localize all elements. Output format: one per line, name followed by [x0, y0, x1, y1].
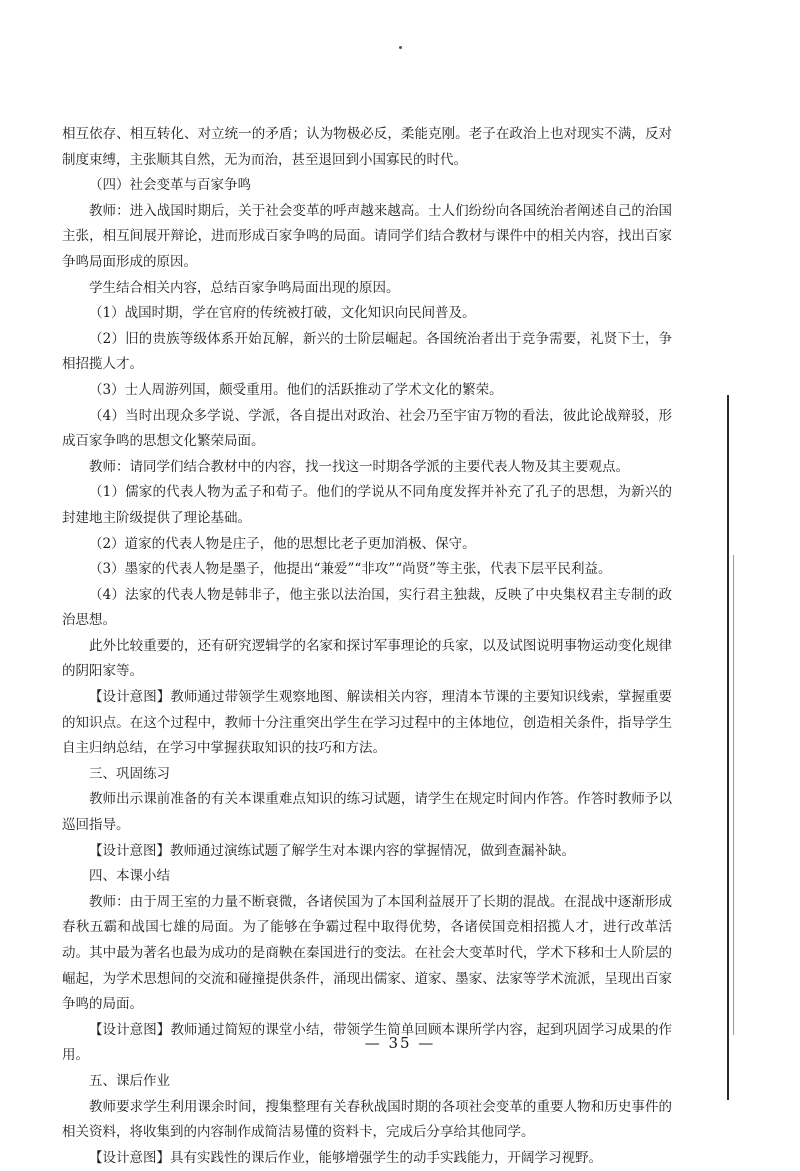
list-item-school-mohist: （3）墨家的代表人物是墨子，他提出“兼爱”“非攻”“尚贤”等主张，代表下层平民利益。 — [89, 561, 612, 578]
paragraph-laozi-continued: 相互依存、相互转化、对立统一的矛盾；认为物极必反，柔能克刚。老子在政治上也对现实不满，反对制度束缚，主张顺其自然，无为而治，甚至退回到小国寡民的时代。 — [62, 126, 672, 168]
paragraph-homework: 教师要求学生利用课余时间，搜集整理有关春秋战国时期的各项社会变革的重要人物和历史事件的相关资料，将收集到的内容制作成简洁易懂的资料卡，完成后分享给其他同学。 — [62, 1098, 672, 1141]
paragraph-other-schools: 此外比较重要的，还有研究逻辑学的名家和探讨军事理论的兵家，以及试图说明事物运动变化规律的阴阳家等。 — [62, 637, 672, 680]
paragraph-teacher-prompt-causes: 教师：进入战国时期后，关于社会变革的呼声越来越高。士人们纷纷向各国统治者阐述自己的治国主张，相互间展开辩论，进而形成百家争鸣的局面。请同学们结合教材与课件中的相关内容，找出百家争鸣局面形成的原因。 — [62, 202, 672, 270]
paragraph-student-summary: 学生结合相关内容，总结百家争鸣局面出现的原因。 — [89, 279, 400, 296]
page-number: — 35 — — [364, 1034, 436, 1052]
list-item-cause-3: （3）士人周游列国，颇受重用。他们的活跃推动了学术文化的繁荣。 — [89, 381, 503, 398]
list-item-school-legalist: （4）法家的代表人物是韩非子，他主张以法治国，实行君主独裁，反映了中央集权君主专制的政治思想。 — [62, 586, 672, 629]
scan-margin-line — [727, 395, 729, 1100]
section-heading-summary: 四、本课小结 — [89, 868, 170, 885]
section-heading-practice: 三、巩固练习 — [89, 765, 170, 782]
design-intent-summary: 【设计意图】教师通过简短的课堂小结，带领学生简单回顾本课所学内容，起到巩固学习成果的作用。 — [62, 1021, 672, 1064]
paragraph-practice: 教师出示课前准备的有关本课重难点知识的练习试题，请学生在规定时间内作答。作答时教师予以巡回指导。 — [62, 791, 672, 834]
section-heading-social-change: （四）社会变革与百家争鸣 — [89, 177, 251, 194]
design-intent-new-lesson: 【设计意图】教师通过带领学生观察地图、解读相关内容，理清本节课的主要知识线索，掌握重要的知识点。在这个过程中，教师十分注重突出学生在学习过程中的主体地位，创造相关条件，指导学生自主归纳总结，在学习中掌握获取知识的技巧和方法。 — [62, 689, 672, 757]
list-item-school-confucian: （1）儒家的代表人物为孟子和荀子。他们的学说从不同角度发挥并补充了孔子的思想，为新兴的封建地主阶级提供了理论基础。 — [62, 484, 672, 526]
paragraph-summary: 教师：由于周王室的力量不断衰微，各诸侯国为了本国利益展开了长期的混战。在混战中逐渐形成春秋五霸和战国七雄的局面。为了能够在争霸过程中取得优势，各诸侯国竞相招揽人才，进行改革活动。其中最为著名也最为成功的是商鞅在秦国进行的变法。在社会大变革时代，学术下移和士人阶层的崛起，为学术思想间的交流和碰撞提供条件，涌现出儒家、道家、墨家、法家等学术流派，呈现出百家争鸣的局面。 — [62, 893, 672, 1013]
list-item-school-daoist: （2）道家的代表人物是庄子，他的思想比老子更加消极、保守。 — [89, 535, 476, 552]
list-item-cause-2: （2）旧的贵族等级体系开始瓦解，新兴的士阶层崛起。各国统治者出于竞争需要，礼贤下士，争相招揽人才。 — [62, 330, 672, 373]
paragraph-teacher-prompt-schools: 教师：请同学们结合教材中的内容，找一找这一时期各学派的主要代表人物及其主要观点。 — [89, 458, 629, 475]
page-body — [62, 122, 672, 1171]
list-item-cause-4: （4）当时出现众多学说、学派，各自提出对政治、社会乃至宇宙万物的看法，彼此论战辩驳，形成百家争鸣的思想文化繁荣局面。 — [62, 407, 672, 450]
design-intent-practice: 【设计意图】教师通过演练试题了解学生对本课内容的掌握情况，做到查漏补缺。 — [89, 842, 575, 859]
section-heading-homework: 五、课后作业 — [89, 1072, 170, 1089]
design-intent-homework: 【设计意图】具有实践性的课后作业，能够增强学生的动手实践能力，开阔学习视野。 — [89, 1149, 602, 1166]
list-item-cause-1: （1）战国时期，学在官府的传统被打破，文化知识向民间普及。 — [89, 305, 476, 322]
scan-margin-line-faint — [733, 555, 734, 1035]
scan-speck — [399, 46, 402, 49]
